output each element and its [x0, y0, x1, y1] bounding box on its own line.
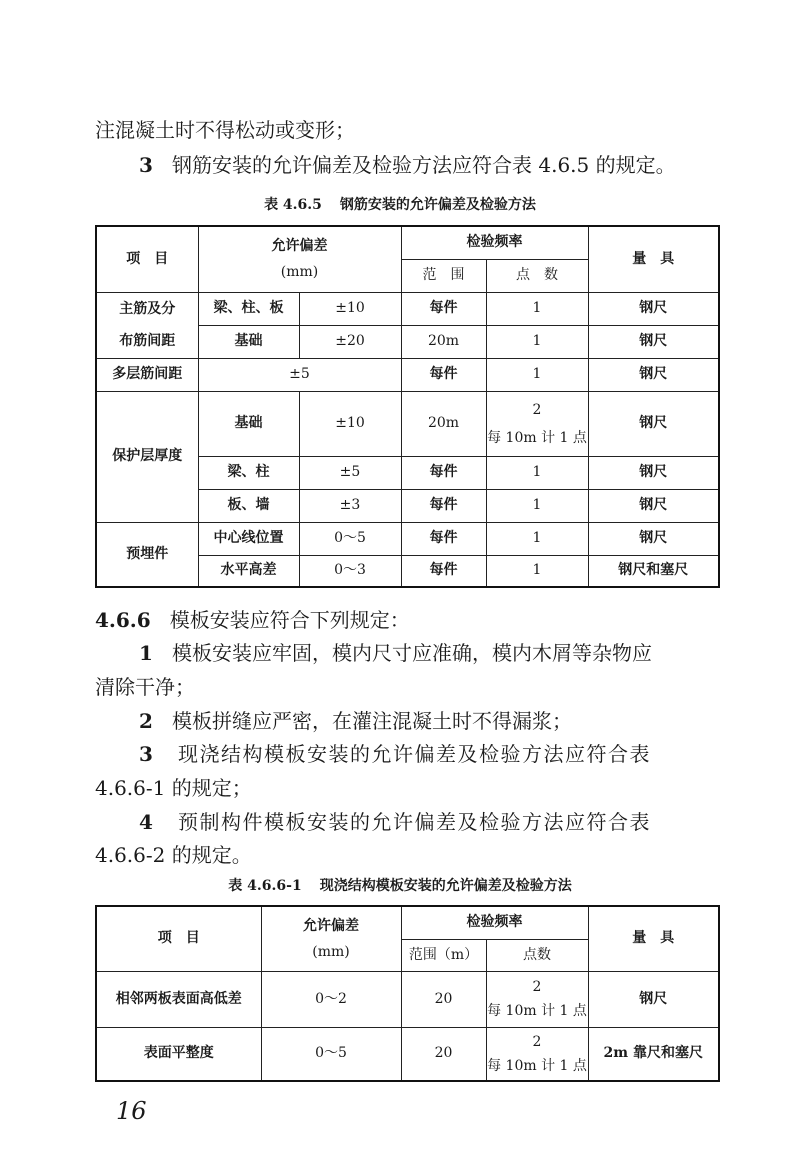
cell-sub: 板、墙: [198, 489, 299, 522]
cell-tolerance: 0～5: [261, 1027, 401, 1081]
table-row: [96, 391, 719, 456]
cell-range: 20m: [401, 391, 486, 456]
item-number: 4: [139, 810, 155, 834]
clause-number: 3: [139, 153, 153, 177]
cell-sub: 水平高差: [198, 555, 299, 587]
cell-range: 20: [401, 1027, 486, 1081]
cell-tolerance: 0～5: [299, 522, 401, 555]
cell-range: 20m: [401, 325, 486, 358]
cell-range: 每件: [401, 522, 486, 555]
points-value: 2: [532, 401, 542, 418]
item-4-line1: [139, 810, 651, 834]
item-1-line1: [139, 641, 652, 665]
cell-points: 1: [486, 325, 588, 358]
cell-tolerance: ±5: [299, 456, 401, 489]
cell-range: 每件: [401, 358, 486, 391]
cell-sub: 梁、柱: [198, 456, 299, 489]
cell-sub: 梁、柱、板: [198, 292, 299, 325]
table1-caption: [0, 196, 800, 214]
header-tolerance-label: 允许偏差: [271, 238, 328, 255]
header-points: 点数: [486, 939, 588, 971]
header-tolerance-unit: (mm): [280, 264, 319, 281]
item-number: 1: [139, 641, 153, 665]
header-range: 范围（m）: [401, 939, 486, 971]
table-4-6-6-1: [95, 905, 720, 1082]
points-note: 每 10m 计 1 点: [487, 1003, 587, 1019]
table-row: [96, 1027, 719, 1081]
cell-range: 20: [401, 971, 486, 1027]
cell-tool: 钢尺: [588, 391, 719, 456]
cell-points: [486, 971, 588, 1027]
table-4-6-5: [95, 225, 720, 588]
item-text: 预制构件模板安装的允许偏差及检验方法应符合表: [178, 810, 651, 834]
cell-points: 1: [486, 489, 588, 522]
points-note: 每 10m 计 1 点: [487, 1057, 587, 1074]
table2-caption: [0, 877, 800, 895]
table1-caption-title: 钢筋安装的允许偏差及检验方法: [339, 197, 536, 213]
cell-sub: 基础: [198, 391, 299, 456]
cell-points: [486, 391, 588, 456]
table2-caption-title: 现浇结构模板安装的允许偏差及检验方法: [319, 878, 572, 894]
item-text: 现浇结构模板安装的允许偏差及检验方法应符合表: [178, 742, 651, 766]
section-text: 模板安装应符合下列规定：: [169, 608, 410, 632]
header-tolerance-label: 允许偏差: [303, 917, 359, 934]
cell-points: 1: [486, 555, 588, 587]
item-3-line2: 4.6.6-1 的规定；: [95, 776, 252, 800]
header-frequency: 检验频率: [401, 226, 588, 259]
table1-caption-number: 表 4.6.5: [264, 197, 322, 213]
cell-range: 每件: [401, 555, 486, 587]
header-tolerance-unit: (mm): [312, 943, 350, 960]
table-row: [96, 522, 719, 555]
points-note: 每 10m 计 1 点: [487, 429, 587, 446]
points-value: 2: [532, 979, 542, 995]
group-embedded-parts: 预埋件: [96, 522, 198, 587]
cell-item: 相邻两板表面高低差: [96, 971, 261, 1027]
group-label-line2: 布筋间距: [119, 333, 176, 349]
item-text: 模板拼缝应严密，在灌注混凝土时不得漏浆；: [172, 709, 572, 733]
cell-points: 1: [486, 292, 588, 325]
cell-tool: 钢尺: [588, 971, 719, 1027]
group-cover-thickness: 保护层厚度: [96, 391, 198, 522]
cell-points: 1: [486, 358, 588, 391]
cell-points: 1: [486, 456, 588, 489]
points-value: 2: [532, 1033, 542, 1050]
cell-tolerance: ±10: [299, 391, 401, 456]
cell-item: 表面平整度: [96, 1027, 261, 1081]
cell-points: [486, 1027, 588, 1081]
paragraph-continuation: 注混凝土时不得松动或变形；: [95, 118, 355, 142]
header-points: 点 数: [486, 259, 588, 292]
clause-3: [139, 153, 676, 177]
cell-tolerance: ±20: [299, 325, 401, 358]
cell-sub: 基础: [198, 325, 299, 358]
item-4-line2: 4.6.6-2 的规定。: [95, 843, 252, 867]
cell-tolerance: ±3: [299, 489, 401, 522]
header-tolerance: [261, 906, 401, 971]
item-1-line2: 清除干净；: [95, 675, 195, 699]
cell-tolerance: 0～2: [261, 971, 401, 1027]
header-tolerance: [198, 226, 401, 292]
cell-tool: 钢尺: [588, 489, 719, 522]
cell-tool: 钢尺: [588, 358, 719, 391]
table2-caption-number: 表 4.6.6-1: [228, 878, 302, 894]
cell-tool: 钢尺: [588, 456, 719, 489]
header-range: 范 围: [401, 259, 486, 292]
header-item: 项 目: [96, 226, 198, 292]
section-number: 4.6.6: [95, 608, 151, 632]
header-tool: 量 具: [588, 906, 719, 971]
item-number: 3: [139, 742, 155, 766]
cell-points: 1: [486, 522, 588, 555]
cell-sub: 中心线位置: [198, 522, 299, 555]
item-3-line1: [139, 742, 651, 766]
cell-tolerance: 0～3: [299, 555, 401, 587]
group-main-rebar-spacing: [96, 292, 198, 358]
table-row: [96, 358, 719, 391]
cell-tool: 钢尺: [588, 292, 719, 325]
clause-text: 钢筋安装的允许偏差及检验方法应符合表 4.6.5 的规定。: [172, 153, 676, 177]
cell-range: 每件: [401, 456, 486, 489]
cell-tolerance: ±5: [198, 358, 401, 391]
cell-range: 每件: [401, 489, 486, 522]
group-multilayer-spacing: 多层筋间距: [96, 358, 198, 391]
cell-tool: 钢尺和塞尺: [588, 555, 719, 587]
cell-tolerance: ±10: [299, 292, 401, 325]
group-label-line1: 主筋及分: [119, 301, 176, 317]
cell-tool: 2m 靠尺和塞尺: [588, 1027, 719, 1081]
header-frequency: 检验频率: [401, 906, 588, 939]
section-4-6-6: [95, 608, 410, 632]
table-row: [96, 971, 719, 1027]
item-number: 2: [139, 709, 153, 733]
item-text: 模板安装应牢固，模内尺寸应准确，模内木屑等杂物应: [172, 641, 652, 665]
page-number: 16: [116, 1097, 147, 1125]
cell-tool: 钢尺: [588, 325, 719, 358]
item-2: [139, 709, 572, 733]
header-item: 项 目: [96, 906, 261, 971]
header-tool: 量 具: [588, 226, 719, 292]
cell-range: 每件: [401, 292, 486, 325]
table-row: [96, 292, 719, 325]
cell-tool: 钢尺: [588, 522, 719, 555]
